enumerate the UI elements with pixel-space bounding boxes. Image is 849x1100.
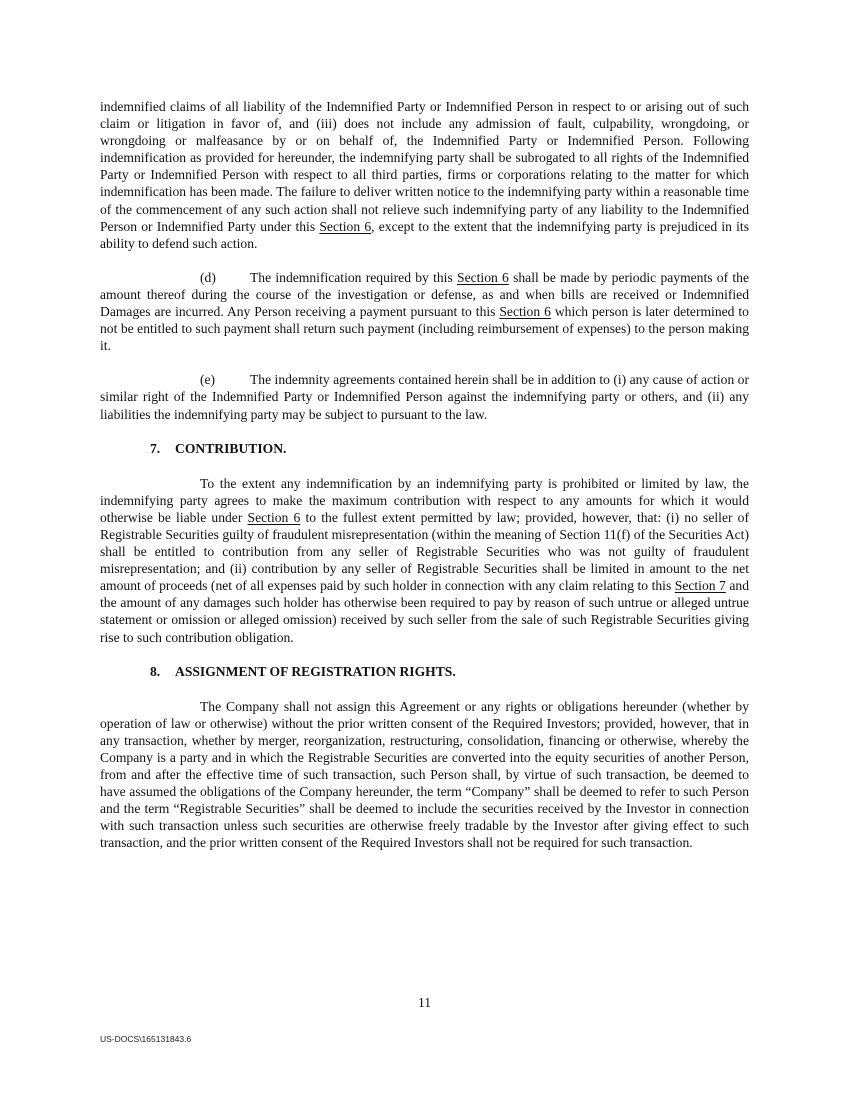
paragraph-text: , except to the extent that the indemnifying party is prejudiced in its ability to defend such action.: [100, 218, 749, 251]
paragraph-text: The indemnity agreements contained herein shall be in addition to (i) any cause of action or similar right of the Indemnified Party or Indemnified Person against the indemnifying party or others, and (ii) any liabilities the indemnifying party may be subject to pursuant to the law.: [100, 372, 749, 422]
paragraph-continuation: [100, 98, 749, 252]
paragraph-text: indemnified claims of all liability of the Indemnified Party or Indemnified Person in respect to or arising out of such claim or litigation in favor of, and (iii) does not include any admission of fault, culpability, wrongdoing, or wrongdoing or malfeasance by or on behalf of, the Indemnified Party or Indemnified Person. Following indemnification as provided for hereunder, the indemnifying party shall be subrogated to all rights of the Indemnified Party or Indemnified Person with respect to all third parties, firms or corporations relating to the matter for which indemnification has been made. The failure to deliver written notice to the indemnifying party within a reasonable time of the commencement of any such action shall not relieve such indemnifying party of any liability to the Indemnified Person or Indemnified Party under this: [100, 99, 749, 234]
paragraph-text: to the fullest extent permitted by law; provided, however, that: (i) no seller of Registrable Securities guilty of fraudulent misrepresentation (within the meaning of Section 11(f) of the Securities Act) shall be entitled to contribution from any seller of Registrable Securities who was not guilty of fraudulent misrepresentation; and (ii) contribution by any seller of Registrable Securities shall be limited in amount to the net amount of proceeds (net of all expenses paid by such holder in connection with any claim relating to this: [100, 509, 750, 594]
document-id: US-DOCS\165131843.6: [100, 1034, 192, 1044]
document-body: [100, 98, 749, 869]
clause-label-e: (e): [200, 372, 216, 388]
section-7-heading: [150, 440, 749, 457]
section-8-paragraph: [100, 698, 749, 852]
paragraph-e: [100, 371, 749, 422]
section-title: CONTRIBUTION.: [175, 440, 287, 456]
section-number: 7.: [150, 440, 161, 456]
page-number: 11: [417, 995, 432, 1010]
paragraph-text: The indemnification required by this: [250, 269, 458, 285]
paragraph-text: shall be made by periodic payments of the amount thereof during the course of the investigation or defense, as and when bills are received or Indemnified Damages are incurred. Any Person receiving a payment pursuant to this: [100, 269, 749, 320]
section-7-reference: Section 7: [674, 578, 726, 594]
clause-label-d: (d): [200, 269, 216, 285]
paragraph-d: [100, 269, 749, 354]
paragraph-text: and the amount of any damages such holder has otherwise been required to pay by reason of such untrue or alleged untrue statement or omission or alleged omission) received by such seller from the sale of such Registrable Securities giving rise to such contribution obligation.: [100, 578, 749, 645]
section-6-reference: Section 6: [457, 269, 509, 285]
section-title: ASSIGNMENT OF REGISTRATION RIGHTS.: [175, 663, 456, 679]
paragraph-text: The Company shall not assign this Agreement or any rights or obligations hereunder (whether by operation of law or otherwise) without the prior written consent of the Required Investors; provided, however, that in any transaction, whether by merger, reorganization, restructuring, consolidation, financing or otherwise, whereby the Company is a party and in which the Registrable Securities are converted into the equity securities of another Person, from and after the effective time of such transaction, such Person shall, by virtue of such transaction, be deemed to have assumed the obligations of the Company hereunder, the term “Company” shall be deemed to refer to such Person and the term “Registrable Securities” shall be deemed to include the securities received by the Investor in connection with such transaction unless such securities are otherwise freely tradable by the Investor after giving effect to such transaction, and the prior written consent of the Required Investors shall not be required for such transaction.: [100, 698, 749, 851]
section-6-reference: Section 6: [247, 509, 301, 525]
paragraph-text: which person is later determined to not be entitled to such payment shall return such payment (including reimbursement of expenses) to the person making it.: [100, 304, 749, 354]
paragraph-text: To the extent any indemnification by an indemnifying party is prohibited or limited by law, the indemnifying party agrees to make the maximum contribution with respect to any amounts for which it would otherwise be liable under: [100, 475, 749, 525]
section-number: 8.: [150, 663, 161, 679]
section-6-reference: Section 6: [499, 304, 551, 320]
section-8-heading: [150, 663, 749, 680]
section-7-paragraph: [100, 475, 749, 646]
section-6-reference: Section 6: [319, 218, 372, 234]
